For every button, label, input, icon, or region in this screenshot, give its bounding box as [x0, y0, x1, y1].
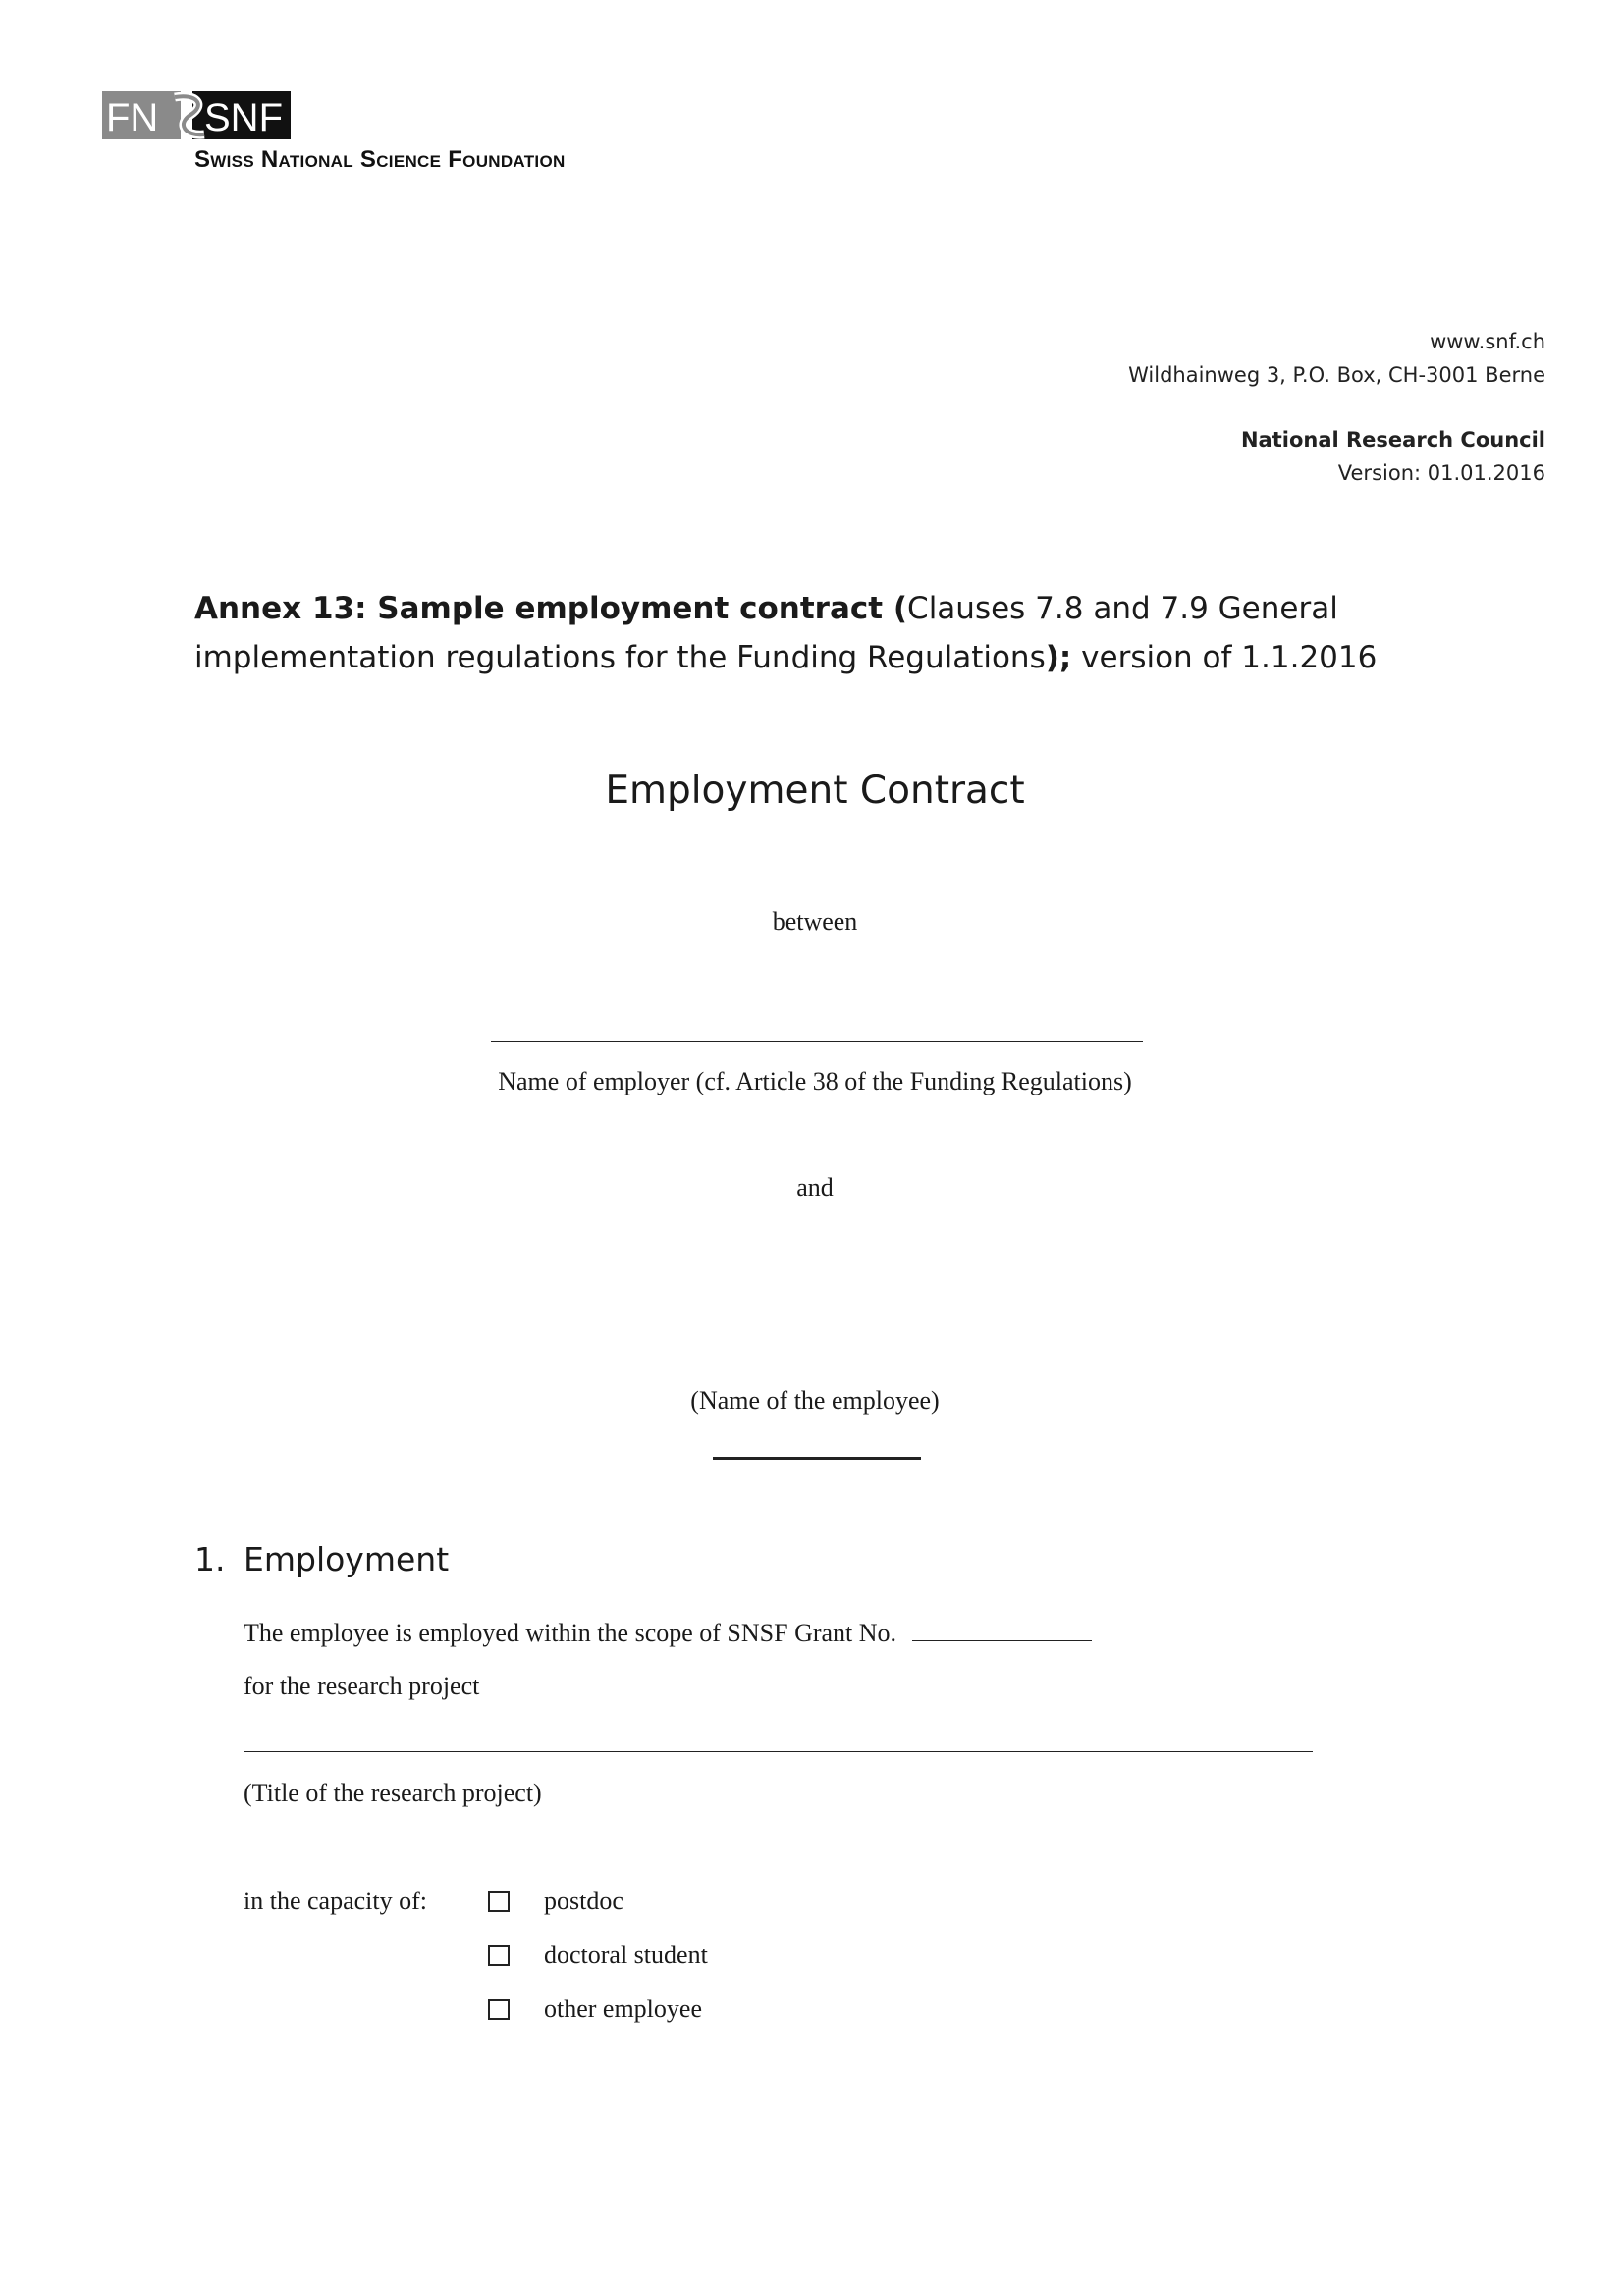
header-website: www.snf.ch — [1430, 330, 1545, 353]
section-1-heading — [194, 1539, 449, 1580]
logo-mark-right-text: SNF — [204, 96, 283, 139]
section-divider — [713, 1457, 921, 1460]
section-title: Employment — [244, 1540, 450, 1578]
header-version: Version: 01.01.2016 — [1337, 461, 1545, 485]
grant-line — [244, 1617, 1092, 1650]
employer-label: Name of employer (cf. Article 38 of the Funding Regulations) — [498, 1067, 1132, 1095]
header-council: National Research Council — [1240, 428, 1545, 452]
section-number: 1. — [194, 1540, 226, 1578]
header-address: Wildhainweg 3, P.O. Box, CH-3001 Berne — [1128, 363, 1545, 387]
annex-heading-line1-rest: Clauses 7.8 and 7.9 General — [907, 591, 1338, 626]
annex-heading-line2: implementation regulations for the Funding Regulations — [194, 640, 1046, 675]
annex-heading — [194, 584, 1471, 682]
grant-text: The employee is employed within the scope of SNSF Grant No. — [244, 1619, 897, 1647]
checkbox-postdoc[interactable] — [488, 1891, 510, 1912]
annex-heading-line2-rest: version of 1.1.2016 — [1071, 640, 1378, 675]
logo-organization-name: Swiss National Science Foundation — [194, 146, 566, 173]
option-label-doctoral-student: doctoral student — [544, 1941, 708, 1969]
and-text: and — [796, 1173, 834, 1201]
annex-heading-bold: Annex 13: Sample employment contract ( — [194, 591, 908, 626]
between-text: between — [772, 907, 858, 935]
capacity-label: in the capacity of: — [244, 1887, 427, 1915]
option-label-postdoc: postdoc — [544, 1887, 623, 1915]
grant-number-field[interactable] — [912, 1617, 1092, 1641]
employer-name-line[interactable] — [491, 1041, 1143, 1042]
contract-title: Employment Contract — [605, 769, 1025, 813]
annex-heading-line2-bold: ); — [1045, 640, 1072, 675]
project-title-line[interactable] — [244, 1751, 1313, 1752]
checkbox-doctoral-student[interactable] — [488, 1945, 510, 1966]
employee-label: (Name of the employee) — [690, 1386, 940, 1415]
checkbox-other-employee[interactable] — [488, 1999, 510, 2020]
project-text: for the research project — [244, 1672, 480, 1700]
logo-mark-left-text: FN — [106, 96, 159, 139]
option-label-other-employee: other employee — [544, 1995, 702, 2023]
fnsnf-logo-mark — [102, 91, 291, 139]
project-title-label: (Title of the research project) — [244, 1779, 542, 1807]
